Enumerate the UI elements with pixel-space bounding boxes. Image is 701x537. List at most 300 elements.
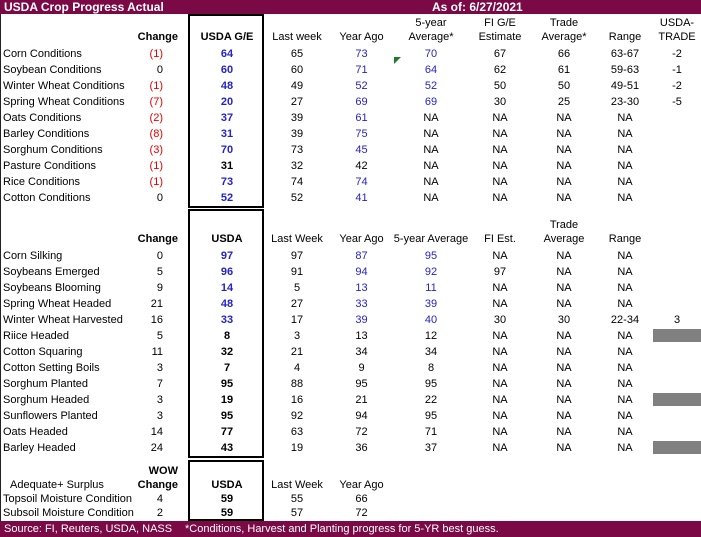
cell-usda-trade[interactable]: [653, 376, 701, 392]
cell-trade-avg[interactable]: NA: [556, 410, 572, 422]
row-label[interactable]: Oats Headed: [3, 426, 68, 438]
cell-fi-est[interactable]: NA: [492, 282, 508, 294]
cell-range[interactable]: NA: [617, 250, 633, 262]
cell-usda-trade[interactable]: [653, 360, 701, 376]
cell-range[interactable]: 49-51: [610, 80, 640, 92]
cell-usda-trade[interactable]: [653, 392, 701, 408]
comment-flag-icon: [394, 57, 401, 64]
cell-trade-avg[interactable]: NA: [556, 426, 572, 438]
cell-usda-trade[interactable]: [653, 280, 701, 296]
cell-fi-est[interactable]: 50: [493, 80, 507, 92]
cell-usda-trade[interactable]: [653, 506, 701, 520]
column-header[interactable]: Average*: [541, 31, 587, 43]
cell-usda[interactable]: 59: [220, 507, 234, 519]
gap-spacer: [180, 264, 190, 280]
gap-spacer: [180, 158, 190, 174]
cell-usda[interactable]: 52: [220, 192, 234, 204]
cell-range[interactable]: NA: [617, 362, 633, 374]
column-header[interactable]: Average*: [408, 31, 454, 43]
cell-change[interactable]: (7): [149, 96, 163, 108]
column-header[interactable]: FI Est.: [484, 233, 516, 245]
cell-change[interactable]: 3: [156, 394, 163, 406]
cell-change[interactable]: 4: [156, 493, 163, 505]
cell-last-week[interactable]: 63: [290, 426, 304, 438]
cell-fi-est[interactable]: NA: [492, 112, 508, 124]
cell-range[interactable]: 22-34: [610, 314, 640, 326]
cell-fi-est[interactable]: 30: [493, 96, 507, 108]
cell-trade-avg[interactable]: [531, 492, 597, 506]
cell-range[interactable]: NA: [617, 266, 633, 278]
cell-trade-avg[interactable]: NA: [556, 442, 572, 454]
cell-usda-trade[interactable]: [653, 344, 701, 360]
cell-trade-avg[interactable]: 61: [557, 64, 571, 76]
cell-change[interactable]: 2: [156, 507, 163, 519]
column-header[interactable]: USDA: [211, 479, 243, 491]
header-spacer: [135, 218, 180, 232]
gap-spacer: [180, 506, 190, 520]
cell-last-week[interactable]: 19: [290, 442, 304, 454]
cell-trade-avg[interactable]: 30: [557, 314, 571, 326]
row-label[interactable]: Spring Wheat Conditions: [3, 96, 125, 108]
cell-last-week[interactable]: 65: [290, 48, 304, 60]
cell-fi-est[interactable]: NA: [492, 192, 508, 204]
cell-5yr-avg[interactable]: 37: [424, 442, 438, 454]
cell-range[interactable]: 23-30: [610, 96, 640, 108]
cell-fi-est[interactable]: NA: [492, 144, 508, 156]
row-label[interactable]: Sunflowers Planted: [3, 410, 98, 422]
cell-change[interactable]: 7: [156, 378, 163, 390]
cell-year-ago[interactable]: 45: [355, 144, 368, 156]
cell-usda-trade[interactable]: [653, 492, 701, 506]
cell-trade-avg[interactable]: NA: [556, 378, 572, 390]
cell-change[interactable]: 0: [156, 192, 163, 204]
cell-usda[interactable]: 8: [223, 330, 231, 342]
row-label[interactable]: Sorghum Planted: [3, 378, 88, 390]
cell-trade-avg[interactable]: NA: [556, 266, 572, 278]
cell-last-week[interactable]: 49: [290, 80, 304, 92]
cell-usda-trade[interactable]: [653, 126, 701, 142]
cell-fi-est[interactable]: NA: [492, 426, 508, 438]
cell-usda[interactable]: 43: [220, 442, 234, 454]
row-label[interactable]: Soybeans Blooming: [3, 282, 101, 294]
cell-year-ago[interactable]: 41: [355, 192, 368, 204]
column-header[interactable]: Trade: [549, 17, 579, 29]
cell-change[interactable]: (8): [149, 128, 163, 140]
cell-trade-avg[interactable]: NA: [556, 346, 572, 358]
cell-fi-est[interactable]: NA: [492, 362, 508, 374]
column-header[interactable]: 5-year: [415, 17, 447, 29]
column-header[interactable]: Year Ago: [339, 233, 384, 245]
cell-usda-trade[interactable]: [653, 424, 701, 440]
cell-range[interactable]: NA: [617, 192, 633, 204]
cell-trade-avg[interactable]: NA: [556, 394, 572, 406]
cell-last-week[interactable]: 60: [290, 64, 304, 76]
cell-usda[interactable]: 33: [220, 314, 234, 326]
cell-year-ago[interactable]: 36: [355, 442, 368, 454]
cell-range[interactable]: [597, 506, 653, 520]
cell-trade-avg[interactable]: NA: [556, 330, 572, 342]
cell-usda-trade[interactable]: -2: [672, 80, 682, 92]
cell-last-week[interactable]: 74: [290, 176, 304, 188]
cell-change[interactable]: 3: [156, 410, 163, 422]
column-header[interactable]: Change: [137, 479, 178, 491]
row-label[interactable]: Rice Conditions: [3, 176, 81, 188]
cell-usda[interactable]: 95: [220, 378, 234, 390]
cell-last-week[interactable]: 27: [290, 298, 304, 310]
gap-spacer: [180, 360, 190, 376]
cell-trade-avg[interactable]: 50: [557, 80, 571, 92]
row-label[interactable]: Cotton Squaring: [3, 346, 83, 358]
cell-5yr-avg[interactable]: NA: [423, 112, 439, 124]
cell-usda-trade[interactable]: [653, 408, 701, 424]
column-header[interactable]: Last Week: [271, 233, 323, 245]
cell-trade-avg[interactable]: 66: [557, 48, 571, 60]
cell-fi-est[interactable]: NA: [492, 346, 508, 358]
cell-year-ago[interactable]: 95: [355, 378, 368, 390]
cell-5yr-avg[interactable]: 34: [424, 346, 438, 358]
cell-usda-trade[interactable]: [653, 328, 701, 344]
cell-year-ago[interactable]: 94: [355, 410, 368, 422]
redacted-cell-block: [653, 329, 701, 342]
cell-last-week[interactable]: 97: [290, 250, 304, 262]
cell-year-ago[interactable]: 73: [355, 48, 368, 60]
cell-range[interactable]: NA: [617, 442, 633, 454]
cell-change[interactable]: 16: [150, 314, 163, 326]
header-spacer: [330, 218, 393, 232]
cell-usda[interactable]: 14: [220, 282, 234, 294]
cell-usda-trade[interactable]: 3: [673, 314, 681, 326]
cell-trade-avg[interactable]: NA: [556, 144, 572, 156]
cell-5yr-avg[interactable]: 71: [424, 426, 438, 438]
column-header[interactable]: Year Ago: [339, 31, 384, 43]
cell-usda[interactable]: 19: [220, 394, 234, 406]
cell-fi-est[interactable]: 97: [493, 266, 507, 278]
header-spacer: [180, 464, 190, 478]
cell-usda-trade[interactable]: -5: [672, 96, 682, 108]
cell-fi-est[interactable]: NA: [492, 176, 508, 188]
cell-year-ago[interactable]: 21: [355, 394, 368, 406]
cell-trade-avg[interactable]: NA: [556, 298, 572, 310]
row-label[interactable]: Winter Wheat Harvested: [3, 314, 123, 326]
cell-year-ago[interactable]: 33: [355, 298, 368, 310]
column-header[interactable]: Adequate+ Surplus: [10, 479, 104, 491]
cell-year-ago[interactable]: 9: [358, 362, 365, 374]
cell-year-ago[interactable]: 72: [355, 507, 368, 519]
cell-range[interactable]: NA: [617, 160, 633, 172]
column-header[interactable]: 5-year Average: [393, 233, 469, 245]
cell-range[interactable]: NA: [617, 426, 633, 438]
cell-5yr-avg[interactable]: 22: [424, 394, 438, 406]
cell-last-week[interactable]: 92: [290, 410, 304, 422]
column-header[interactable]: Average: [543, 233, 585, 245]
cell-change[interactable]: 3: [156, 362, 163, 374]
cell-usda-trade[interactable]: [653, 190, 701, 206]
cell-change[interactable]: 5: [156, 266, 163, 278]
cell-5yr-avg[interactable]: 11: [425, 282, 437, 294]
cell-trade-avg[interactable]: 25: [557, 96, 571, 108]
cell-fi-est[interactable]: NA: [492, 378, 508, 390]
header-spacer: [264, 218, 330, 232]
cell-usda-trade[interactable]: [653, 296, 701, 312]
row-label[interactable]: Winter Wheat Conditions: [3, 80, 125, 92]
cell-usda[interactable]: 77: [220, 426, 234, 438]
cell-5yr-avg[interactable]: 95: [424, 250, 438, 262]
cell-year-ago[interactable]: 13: [355, 282, 368, 294]
cell-last-week[interactable]: 88: [290, 378, 304, 390]
cell-range[interactable]: NA: [617, 112, 633, 124]
cell-fi-est[interactable]: NA: [492, 330, 508, 342]
cell-last-week[interactable]: 52: [290, 192, 304, 204]
cell-usda-trade[interactable]: [653, 440, 701, 456]
row-label[interactable]: Cotton Setting Boils: [3, 362, 100, 374]
cell-last-week[interactable]: 73: [290, 144, 304, 156]
cell-year-ago[interactable]: 39: [355, 314, 368, 326]
cell-trade-avg[interactable]: NA: [556, 362, 572, 374]
cell-trade-avg[interactable]: NA: [556, 282, 572, 294]
cell-range[interactable]: [597, 492, 653, 506]
cell-change[interactable]: 9: [156, 282, 163, 294]
header-spacer: [264, 16, 330, 30]
cell-change[interactable]: (1): [149, 48, 163, 60]
column-header[interactable]: TRADE: [658, 31, 696, 43]
cell-5yr-avg[interactable]: NA: [423, 160, 439, 172]
cell-trade-avg[interactable]: NA: [556, 250, 572, 262]
cell-range[interactable]: NA: [617, 282, 633, 294]
cell-5yr-avg[interactable]: 70: [424, 48, 438, 60]
cell-last-week[interactable]: 55: [290, 493, 304, 505]
row-label[interactable]: Spring Wheat Headed: [3, 298, 112, 310]
column-header[interactable]: Range: [608, 233, 642, 245]
column-header[interactable]: WOW: [148, 465, 178, 477]
cell-5yr-avg[interactable]: NA: [423, 144, 439, 156]
cell-year-ago[interactable]: 87: [355, 250, 368, 262]
row-label[interactable]: Soybean Conditions: [3, 64, 102, 76]
gap-spacer: [180, 376, 190, 392]
cell-last-week[interactable]: 27: [290, 96, 304, 108]
column-header[interactable]: Trade: [549, 219, 579, 231]
cell-usda[interactable]: 32: [220, 346, 234, 358]
cell-range[interactable]: NA: [617, 410, 633, 422]
cell-5yr-avg[interactable]: 64: [424, 64, 438, 76]
cell-last-week[interactable]: 32: [290, 160, 304, 172]
cell-usda-trade[interactable]: [653, 110, 701, 126]
cell-year-ago[interactable]: 52: [355, 80, 368, 92]
cell-change[interactable]: 5: [156, 330, 163, 342]
cell-range[interactable]: NA: [617, 298, 633, 310]
cell-change[interactable]: 0: [156, 64, 163, 76]
cell-range[interactable]: NA: [617, 144, 633, 156]
cell-trade-avg[interactable]: NA: [556, 176, 572, 188]
cell-change[interactable]: (3): [149, 144, 163, 156]
column-header[interactable]: Range: [608, 31, 642, 43]
cell-5yr-avg[interactable]: NA: [423, 176, 439, 188]
cell-usda[interactable]: 31: [220, 160, 234, 172]
row-label[interactable]: Soybeans Emerged: [3, 266, 100, 278]
cell-last-week[interactable]: 39: [290, 128, 304, 140]
cell-5yr-avg[interactable]: 95: [424, 378, 438, 390]
column-header[interactable]: Last Week: [271, 479, 323, 491]
cell-usda[interactable]: 20: [220, 96, 234, 108]
cell-fi-est[interactable]: NA: [492, 410, 508, 422]
cell-year-ago[interactable]: 75: [355, 128, 368, 140]
cell-fi-est[interactable]: NA: [492, 250, 508, 262]
row-label[interactable]: Pasture Conditions: [3, 160, 96, 172]
cell-change[interactable]: (2): [149, 112, 163, 124]
cell-usda[interactable]: 96: [220, 266, 234, 278]
cell-5yr-avg[interactable]: [393, 506, 469, 520]
row-label[interactable]: Riice Headed: [3, 330, 70, 342]
row-label[interactable]: Cotton Conditions: [3, 192, 91, 204]
column-header[interactable]: Year Ago: [339, 479, 384, 491]
cell-range[interactable]: NA: [617, 346, 633, 358]
cell-usda-trade[interactable]: [653, 142, 701, 158]
cell-year-ago[interactable]: 61: [355, 112, 368, 124]
row-label[interactable]: Corn Conditions: [3, 48, 82, 60]
cell-last-week[interactable]: 16: [290, 394, 304, 406]
cell-usda-trade[interactable]: [653, 174, 701, 190]
cell-5yr-avg[interactable]: [393, 492, 469, 506]
cell-fi-est[interactable]: NA: [492, 128, 508, 140]
header-spacer: [180, 478, 190, 492]
cell-range[interactable]: 63-67: [610, 48, 640, 60]
cell-fi-est[interactable]: [469, 506, 531, 520]
row-label[interactable]: Oats Conditions: [3, 112, 82, 124]
cell-usda[interactable]: 60: [220, 64, 234, 76]
cell-5yr-avg[interactable]: 52: [424, 80, 438, 92]
cell-year-ago[interactable]: 71: [355, 64, 368, 76]
cell-year-ago[interactable]: 13: [355, 330, 368, 342]
row-label[interactable]: Barley Headed: [3, 442, 76, 454]
cell-usda-trade[interactable]: -1: [672, 64, 682, 76]
row-label[interactable]: Subsoil Moisture Condition: [3, 507, 134, 519]
cell-5yr-avg[interactable]: 8: [427, 362, 435, 374]
cell-usda-trade[interactable]: [653, 264, 701, 280]
header-spacer: [190, 16, 264, 30]
header-spacer: [330, 464, 393, 478]
cell-usda[interactable]: 7: [223, 362, 231, 374]
column-header[interactable]: Change: [137, 31, 178, 43]
cell-5yr-avg[interactable]: 69: [424, 96, 438, 108]
cell-last-week[interactable]: 91: [290, 266, 304, 278]
source-text: Source: FI, Reuters, USDA, NASS: [4, 523, 173, 535]
cell-range[interactable]: NA: [617, 128, 633, 140]
cell-change[interactable]: (1): [149, 80, 163, 92]
cell-year-ago[interactable]: 72: [355, 426, 368, 438]
cell-range[interactable]: NA: [617, 176, 633, 188]
cell-fi-est[interactable]: NA: [492, 442, 508, 454]
column-header[interactable]: USDA: [211, 233, 243, 245]
cell-usda[interactable]: 73: [220, 176, 234, 188]
cell-year-ago[interactable]: 74: [355, 176, 368, 188]
cell-usda[interactable]: 97: [220, 250, 234, 262]
cell-range[interactable]: NA: [617, 330, 633, 342]
cell-5yr-avg[interactable]: 95: [424, 410, 438, 422]
redacted-cell-block: [653, 441, 701, 454]
cell-change[interactable]: (1): [149, 160, 163, 172]
cell-trade-avg[interactable]: [531, 506, 597, 520]
cell-last-week[interactable]: 21: [290, 346, 304, 358]
cell-change[interactable]: 21: [150, 298, 163, 310]
cell-trade-avg[interactable]: NA: [556, 160, 572, 172]
row-label[interactable]: Topsoil Moisture Condition: [3, 493, 133, 505]
cell-usda-trade[interactable]: -2: [672, 48, 682, 60]
cell-5yr-avg[interactable]: 40: [424, 314, 438, 326]
cell-5yr-avg[interactable]: NA: [423, 128, 439, 140]
cell-change[interactable]: 0: [156, 250, 163, 262]
row-label[interactable]: Barley Conditions: [3, 128, 90, 140]
cell-last-week[interactable]: 57: [290, 507, 304, 519]
cell-usda-trade[interactable]: [653, 248, 701, 264]
column-header[interactable]: USDA-: [659, 17, 695, 29]
cell-usda[interactable]: 48: [220, 298, 234, 310]
cell-fi-est[interactable]: NA: [492, 160, 508, 172]
cell-range[interactable]: 59-63: [610, 64, 640, 76]
cell-5yr-avg[interactable]: 92: [424, 266, 438, 278]
header-spacer: [0, 464, 135, 478]
cell-fi-est[interactable]: 67: [493, 48, 507, 60]
column-header[interactable]: Last week: [272, 31, 322, 43]
cell-last-week[interactable]: 3: [293, 330, 301, 342]
cell-fi-est[interactable]: NA: [492, 394, 508, 406]
column-header[interactable]: USDA G/E: [200, 31, 254, 43]
cell-fi-est[interactable]: 30: [493, 314, 507, 326]
progress-table: [0, 248, 701, 456]
cell-5yr-avg[interactable]: 12: [424, 330, 438, 342]
cell-trade-avg[interactable]: NA: [556, 128, 572, 140]
cell-year-ago[interactable]: 94: [355, 266, 368, 278]
cell-usda[interactable]: 95: [220, 410, 234, 422]
cell-usda[interactable]: 37: [220, 112, 234, 124]
cell-change[interactable]: (1): [149, 176, 163, 188]
gap-spacer: [180, 296, 190, 312]
cell-usda[interactable]: 31: [220, 128, 234, 140]
cell-5yr-avg[interactable]: NA: [423, 192, 439, 204]
cell-fi-est[interactable]: 62: [493, 64, 507, 76]
cell-usda-trade[interactable]: [653, 158, 701, 174]
cell-usda[interactable]: 48: [220, 80, 234, 92]
cell-fi-est[interactable]: [469, 492, 531, 506]
cell-change[interactable]: 24: [150, 442, 163, 454]
cell-last-week[interactable]: 5: [293, 282, 301, 294]
cell-year-ago[interactable]: 34: [355, 346, 368, 358]
cell-year-ago[interactable]: 42: [355, 160, 368, 172]
cell-range[interactable]: NA: [617, 394, 633, 406]
row-label[interactable]: Corn Silking: [3, 250, 63, 262]
header-spacer: [330, 16, 393, 30]
cell-usda[interactable]: 59: [220, 493, 234, 505]
column-header[interactable]: FI G/E: [484, 17, 516, 29]
row-label[interactable]: Sorghum Conditions: [3, 144, 103, 156]
cell-5yr-avg[interactable]: 39: [424, 298, 438, 310]
header-spacer: [135, 16, 180, 30]
cell-change[interactable]: 14: [150, 426, 163, 438]
cell-trade-avg[interactable]: NA: [556, 112, 572, 124]
column-header[interactable]: Estimate: [478, 31, 522, 43]
cell-year-ago[interactable]: 69: [355, 96, 368, 108]
cell-change[interactable]: 11: [151, 346, 163, 358]
cell-usda[interactable]: 70: [220, 144, 234, 156]
cell-last-week[interactable]: 39: [290, 112, 304, 124]
cell-year-ago[interactable]: 66: [355, 493, 368, 505]
cell-usda[interactable]: 64: [220, 48, 234, 60]
cell-trade-avg[interactable]: NA: [556, 192, 572, 204]
cell-last-week[interactable]: 17: [290, 314, 304, 326]
column-header[interactable]: Change: [137, 233, 178, 245]
cell-range[interactable]: NA: [617, 378, 633, 390]
cell-fi-est[interactable]: NA: [492, 298, 508, 310]
row-label[interactable]: Sorghum Headed: [3, 394, 90, 406]
cell-last-week[interactable]: 4: [293, 362, 301, 374]
